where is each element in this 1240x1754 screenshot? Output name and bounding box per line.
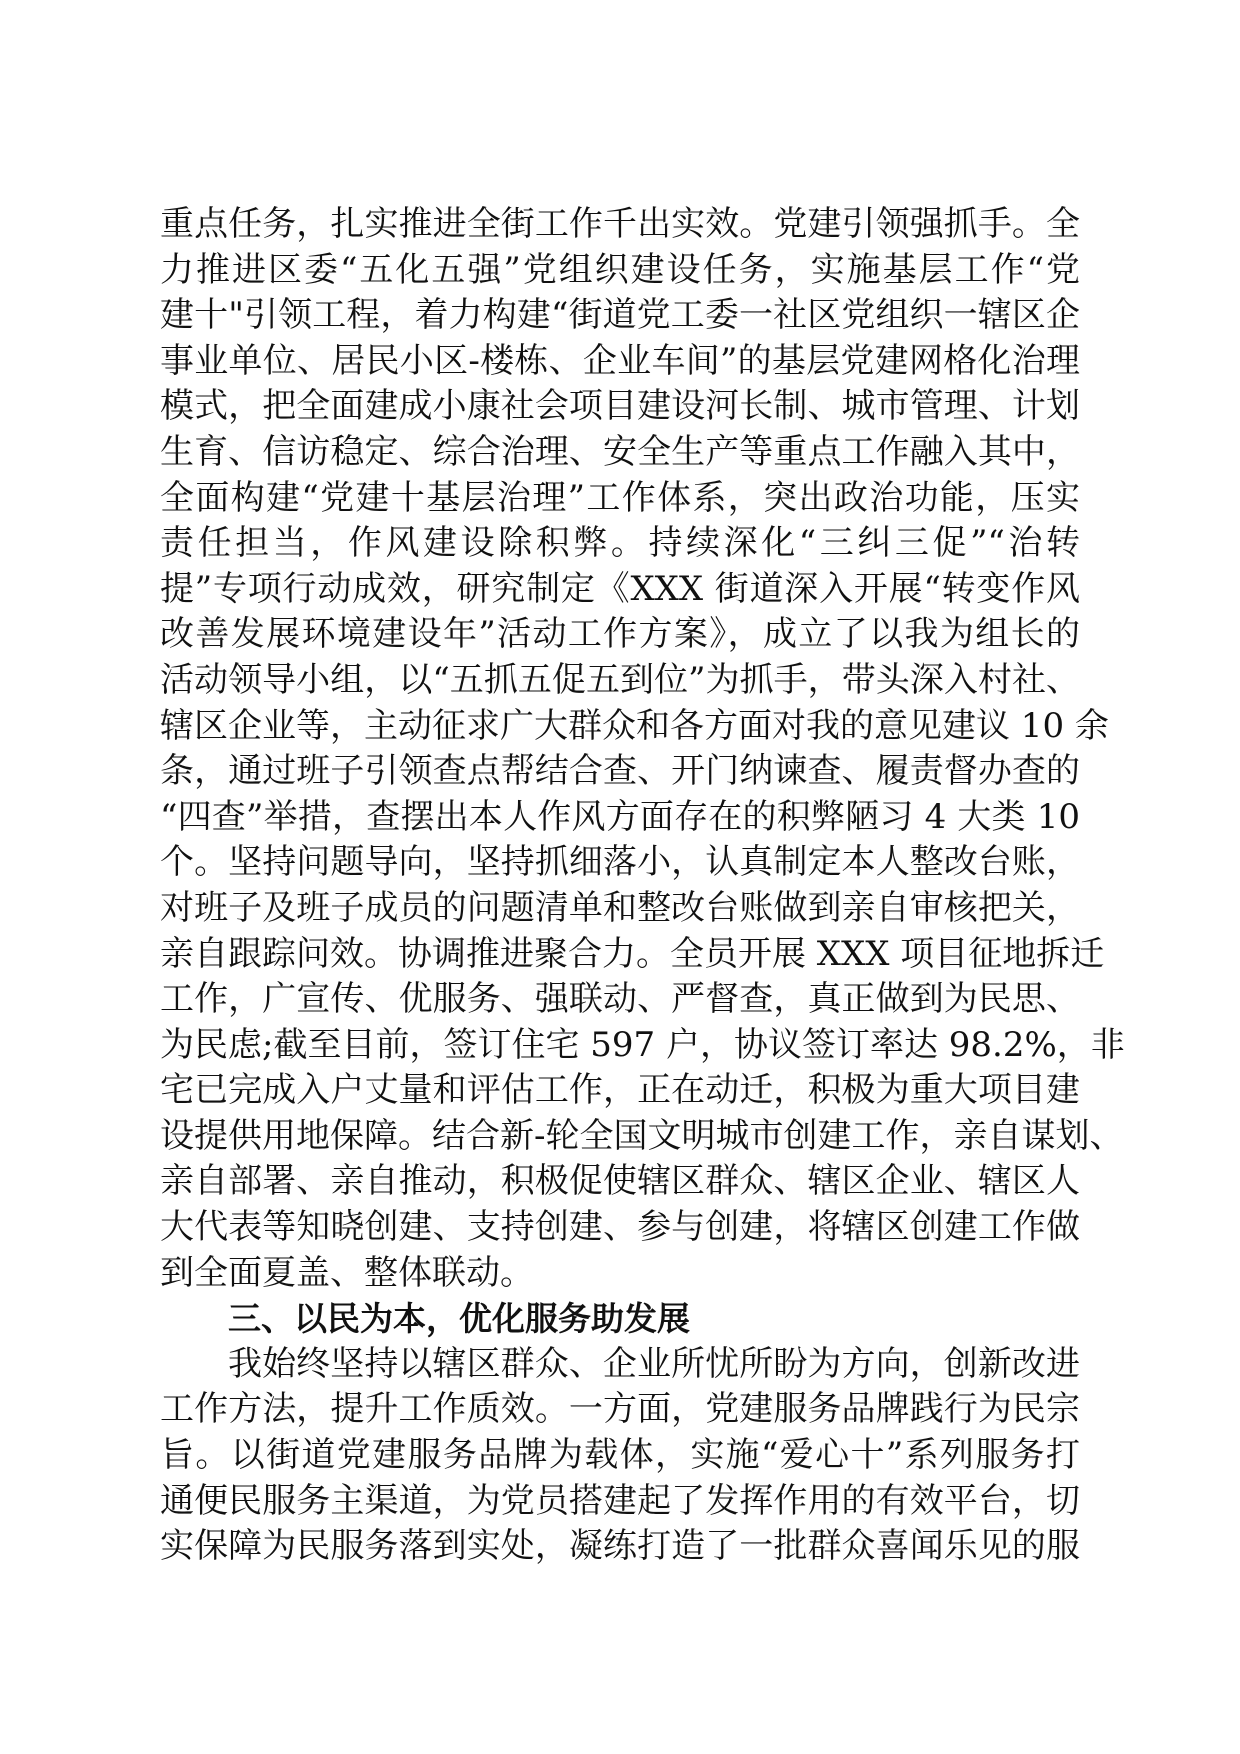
section-line: 实保障为民服务落到实处，凝练打造了一批群众喜闻乐见的服 [160, 1526, 1080, 1567]
body-line: 亲自跟踪问效。协调推进聚合力。全员开展 XXX 项目征地拆迁 [160, 933, 1105, 974]
body-line: “四查”举措，查摆出本人作风方面存在的积弊陋习 4 大类 10 [160, 796, 1080, 837]
body-line: 个。坚持问题导向，坚持抓细落小，认真制定本人整改台账， [160, 842, 1080, 883]
body-line: 生育、信访稳定、综合治理、安全生产等重点工作融入其中， [160, 431, 1080, 472]
body-line: 建十"引领工程，着力构建“街道党工委一社区党组织一辖区企 [160, 295, 1080, 336]
body-line: 条，通过班子引领查点帮结合查、开门纳谏查、履责督办查的 [160, 751, 1080, 792]
body-line: 全面构建“党建十基层治理”工作体系，突出政治功能，压实 [160, 477, 1080, 518]
body-line: 改善发展环境建设年”活动工作方案》，成立了以我为组长的 [160, 614, 1080, 655]
section-line: 旨。以街道党建服务品牌为载体，实施“爱心十”系列服务打 [160, 1435, 1080, 1476]
body-line: 活动领导小组，以“五抓五促五到位”为抓手，带头深入村社、 [160, 659, 1080, 700]
body-line: 宅已完成入户丈量和评估工作，正在动迁，积极为重大项目建 [160, 1070, 1080, 1111]
body-line: 责任担当，作风建设除积弊。持续深化“三纠三促”“治转 [160, 523, 1080, 564]
section-line: 我始终坚持以辖区群众、企业所忧所盼为方向，创新改进 [228, 1343, 1080, 1384]
body-line: 到全面夏盖、整体联动。 [160, 1252, 534, 1293]
body-line: 对班子及班子成员的问题清单和整改台账做到亲自审核把关， [160, 887, 1080, 928]
body-line: 工作，广宣传、优服务、强联动、严督查，真正做到为民思、 [160, 979, 1080, 1020]
body-line: 重点任务，扎实推进全街工作千出实效。党建引领强抓手。全 [160, 204, 1080, 244]
body-line: 辖区企业等，主动征求广大群众和各方面对我的意见建议 10 余 [160, 705, 1109, 746]
document-text [160, 202, 1125, 1570]
section-line: 通便民服务主渠道，为党员搭建起了发挥作用的有效平台，切 [160, 1480, 1080, 1521]
body-line: 大代表等知晓创建、支持创建、参与创建，将辖区创建工作做 [160, 1207, 1080, 1248]
section-line: 工作方法，提升工作质效。一方面，党建服务品牌践行为民宗 [160, 1389, 1080, 1430]
body-line: 亲自部署、亲自推动，积极促使辖区群众、辖区企业、辖区人 [160, 1161, 1080, 1202]
body-line: 事业单位、居民小区-楼栋、企业车间”的基层党建网格化治理 [160, 340, 1080, 381]
body-line: 提”专项行动成效，研究制定《XXX 街道深入开展“转变作风 [160, 568, 1080, 609]
body-line: 模式，把全面建成小康社会项目建设河长制、城市管理、计划 [160, 386, 1080, 427]
section-heading: 三、以民为本，优化服务助发展 [228, 1299, 690, 1339]
body-line: 力推进区委“五化五强”党组织建设任务，实施基层工作“党 [160, 249, 1080, 290]
body-line: 设提供用地保障。结合新-轮全国文明城市创建工作，亲自谋划、 [160, 1115, 1124, 1156]
body-line: 为民虑;截至目前，签订住宅 597 户，协议签订率达 98.2%，非 [160, 1024, 1125, 1065]
